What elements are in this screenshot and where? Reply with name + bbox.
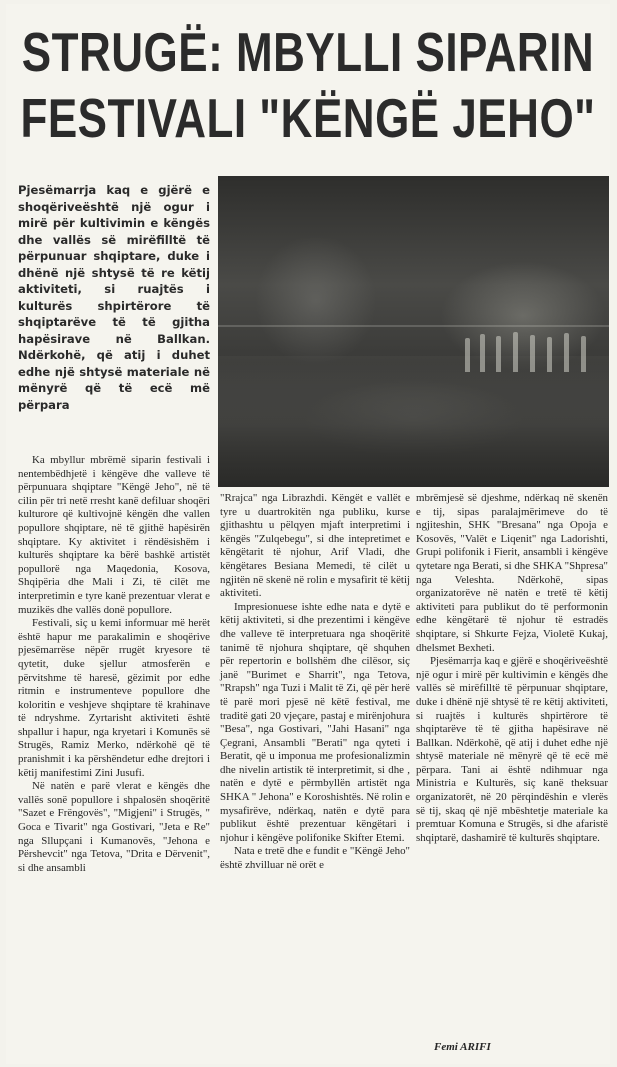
- photo-floor-shadow: [218, 356, 609, 487]
- headline-line-2: FESTIVALI "KËNGË JEHO": [20, 88, 596, 150]
- photo-dancer-figure: [465, 338, 470, 372]
- column-2-paragraph-1: "Rrajca" nga Librazhdi. Këngët e vallët e tyre u duartrokitën nga publiku, kurse gjithashtu u pëlqyen mjaft interpretimi i këngës "Zulqebegu", si dhe intepretimet e këngëtarit të njohur, Arif Vladi, dhe këngëtares Besiana Memedi, të cilët u ngjitën në skenë në rolin e mysafirit të këtij aktiviteti.: [220, 492, 410, 600]
- column-3-paragraph-2: Pjesëmarrja kaq e gjërë e shoqëriveështë një ogur i mirë për kultivimin e këngës dhe vallës së mirëfilltë të përpunuar shqiptare, duke i dhënë një shtysë të re këtij aktiviteti, si ruajtës i kulturës shpirtërore të shqiptarëve të të gjitha hapësirave në Ballkan. Ndërkohë, që atij i duhet edhe një shtysë materiale në mënyrë që të ecë më përpara. Tani ai është ndihmuar nga Ministria e Kulturës, siç kanë theksuar organizatorët, në 20 përqindëshin e vlerës së tij, skaq që një mbështetje materiale ka premtuar Komuna e Strugës, si dhe afaristë shqiptarë, dashamirë të kulturës shqiptare.: [416, 655, 608, 844]
- column-1-paragraph-1: Ka mbyllur mbrëmë siparin festivali i nentembëdhjetë i këngëve dhe valleve të përpunuara shqiptare "Këngë Jeho", në të cilin për tri netë rresht kanë defiluar shoqëri kulturore që kultivojnë këngën dhe vallen popullore shqiptare, në të gjithë hapësirën shqiptare. Ky aktivitet i rëndësishëm i kulturës shqiptare ka bërë bashkë artistët popullorë nga Maqedonia, Kosova, Shqipëria dhe Mali i Zi, të cilët me interpretimin e tyre kanë prezentuar vlerat e muzikës dhe vallës donë popullore.: [18, 454, 210, 616]
- photo-dancer-figure: [496, 336, 501, 372]
- author-byline: Femi ARIFI: [434, 1041, 491, 1053]
- article-column-2: [220, 492, 410, 873]
- festival-stage-photo: [218, 176, 609, 487]
- photo-dancer-figure: [513, 332, 518, 372]
- photo-stage-edge: [218, 325, 609, 327]
- lead-paragraph: Pjesëmarrja kaq e gjërë e shoqëriveështë një ogur i mirë për kultivimin e këngës dhe vallës së mirëfilltë të përpunuar shqiptare, duke i dhënë një shtysë të re këtij aktiviteti, si ruajtës i kulturës shpirtërore të shqiptarëve të të gjitha hapësirave në Ballkan. Ndërkohë, që atij i duhet edhe një shtysë materiale në mënyrë që të ecë më përpara: [18, 183, 210, 412]
- photo-dancer-figure: [530, 335, 535, 372]
- photo-dancer-figure: [564, 333, 569, 372]
- column-1-paragraph-2: Festivali, siç u kemi informuar më herët është hapur me parakalimin e shoqërive pjesëmarrëse nëpër rrugët kryesore të qytetit, duke sjellur atmosferën e përvitshme të haresë, gëzimit por edhe ritmin e instrumenteve popullore dhe koloritin e veshjeve shqiptare të krahinave të ndryshme. Zyrtarisht aktiviteti është shpallur i hapur, nga kryetari i Komunës së Strugës, Ramiz Merko, ndërkohë që të pranishmit i ka përshëndetur edhe drejtori i këtij manifestimi Zini Jusufi.: [18, 617, 210, 779]
- article-column-1: [18, 454, 210, 875]
- column-1-paragraph-3: Në natën e parë vlerat e këngës dhe vallës sonë popullore i shpalosën shoqëritë "Sazet e Frëngovës", "Migjeni" i Strugës, " Goca e Tivarit" nga Gostivari, "Jeta e Re" nga Sllupçani i Kumanovës, "Jehona e Përshevcit" nga Tetova, "Drita e Dërvenit", si dhe ansambli: [18, 780, 210, 874]
- headline-line-1: STRUGË: MBYLLI SIPARIN: [21, 22, 595, 84]
- photo-dancer-figure: [581, 336, 586, 372]
- photo-dancer-figure: [480, 334, 485, 372]
- article-column-3: [416, 492, 608, 845]
- column-2-paragraph-3: Nata e tretë dhe e fundit e "Këngë Jeho" është zhvilluar në orët e: [220, 845, 410, 872]
- column-2-paragraph-2: Impresionuese ishte edhe nata e dytë e këtij aktiviteti, si dhe prezentimi i këngëve dhe valleve të interpretuara nga shoqëritë tanimë të njohura shqiptare, që shquhen për repertorin e bollshëm dhe cilësor, siç janë "Burimet e Sharrit", nga Tetova, "Rrapsh" nga Tuzi i Malit të Zi, që për herë të parë mori pjesë në këtë festival, me traditë gati 20 vjeçare, pastaj e mirënjohura "Besa", nga Gostivari, "Jahi Hasani" nga Çegrani, Ansambli "Berati" nga qyteti i Beratit, që u imponua me profesionalizmin dhe nivelin artistik të interpretimit, si dhe , natën e dytë e përmbyllën artistët nga SHKA " Jehona" e Koroshishtës. Në rolin e mysafirëve, ndërkaq, natën e dytë para publikut është prezentuar këngëtari i njohur i këngëve polifonike Skifter Etemi.: [220, 600, 410, 844]
- newspaper-page: [6, 4, 610, 1064]
- photo-dancer-figure: [547, 337, 552, 372]
- column-3-paragraph-1: mbrëmjesë së djeshme, ndërkaq në skenën e tij, sipas paralajmërimeve do të ngjiteshin, SHK "Bresana" nga Opoja e Kosovës, "Valët e Liqenit" nga Ladorishti, Grupi polifonik i Fierit, ansambli i këngëve qytetare nga Berati, si dhe SHKA "Shpresa" nga Veleshta. Ndërkohë, sipas organizatorëve në natën e tretë të këtij aktiviteti para publikut do të performonin edhe këngëtarë të njohur të estradës shqiptare, si Shkurte Fejza, Violetë Kukaj, dhelsmet Bexheti.: [416, 492, 608, 654]
